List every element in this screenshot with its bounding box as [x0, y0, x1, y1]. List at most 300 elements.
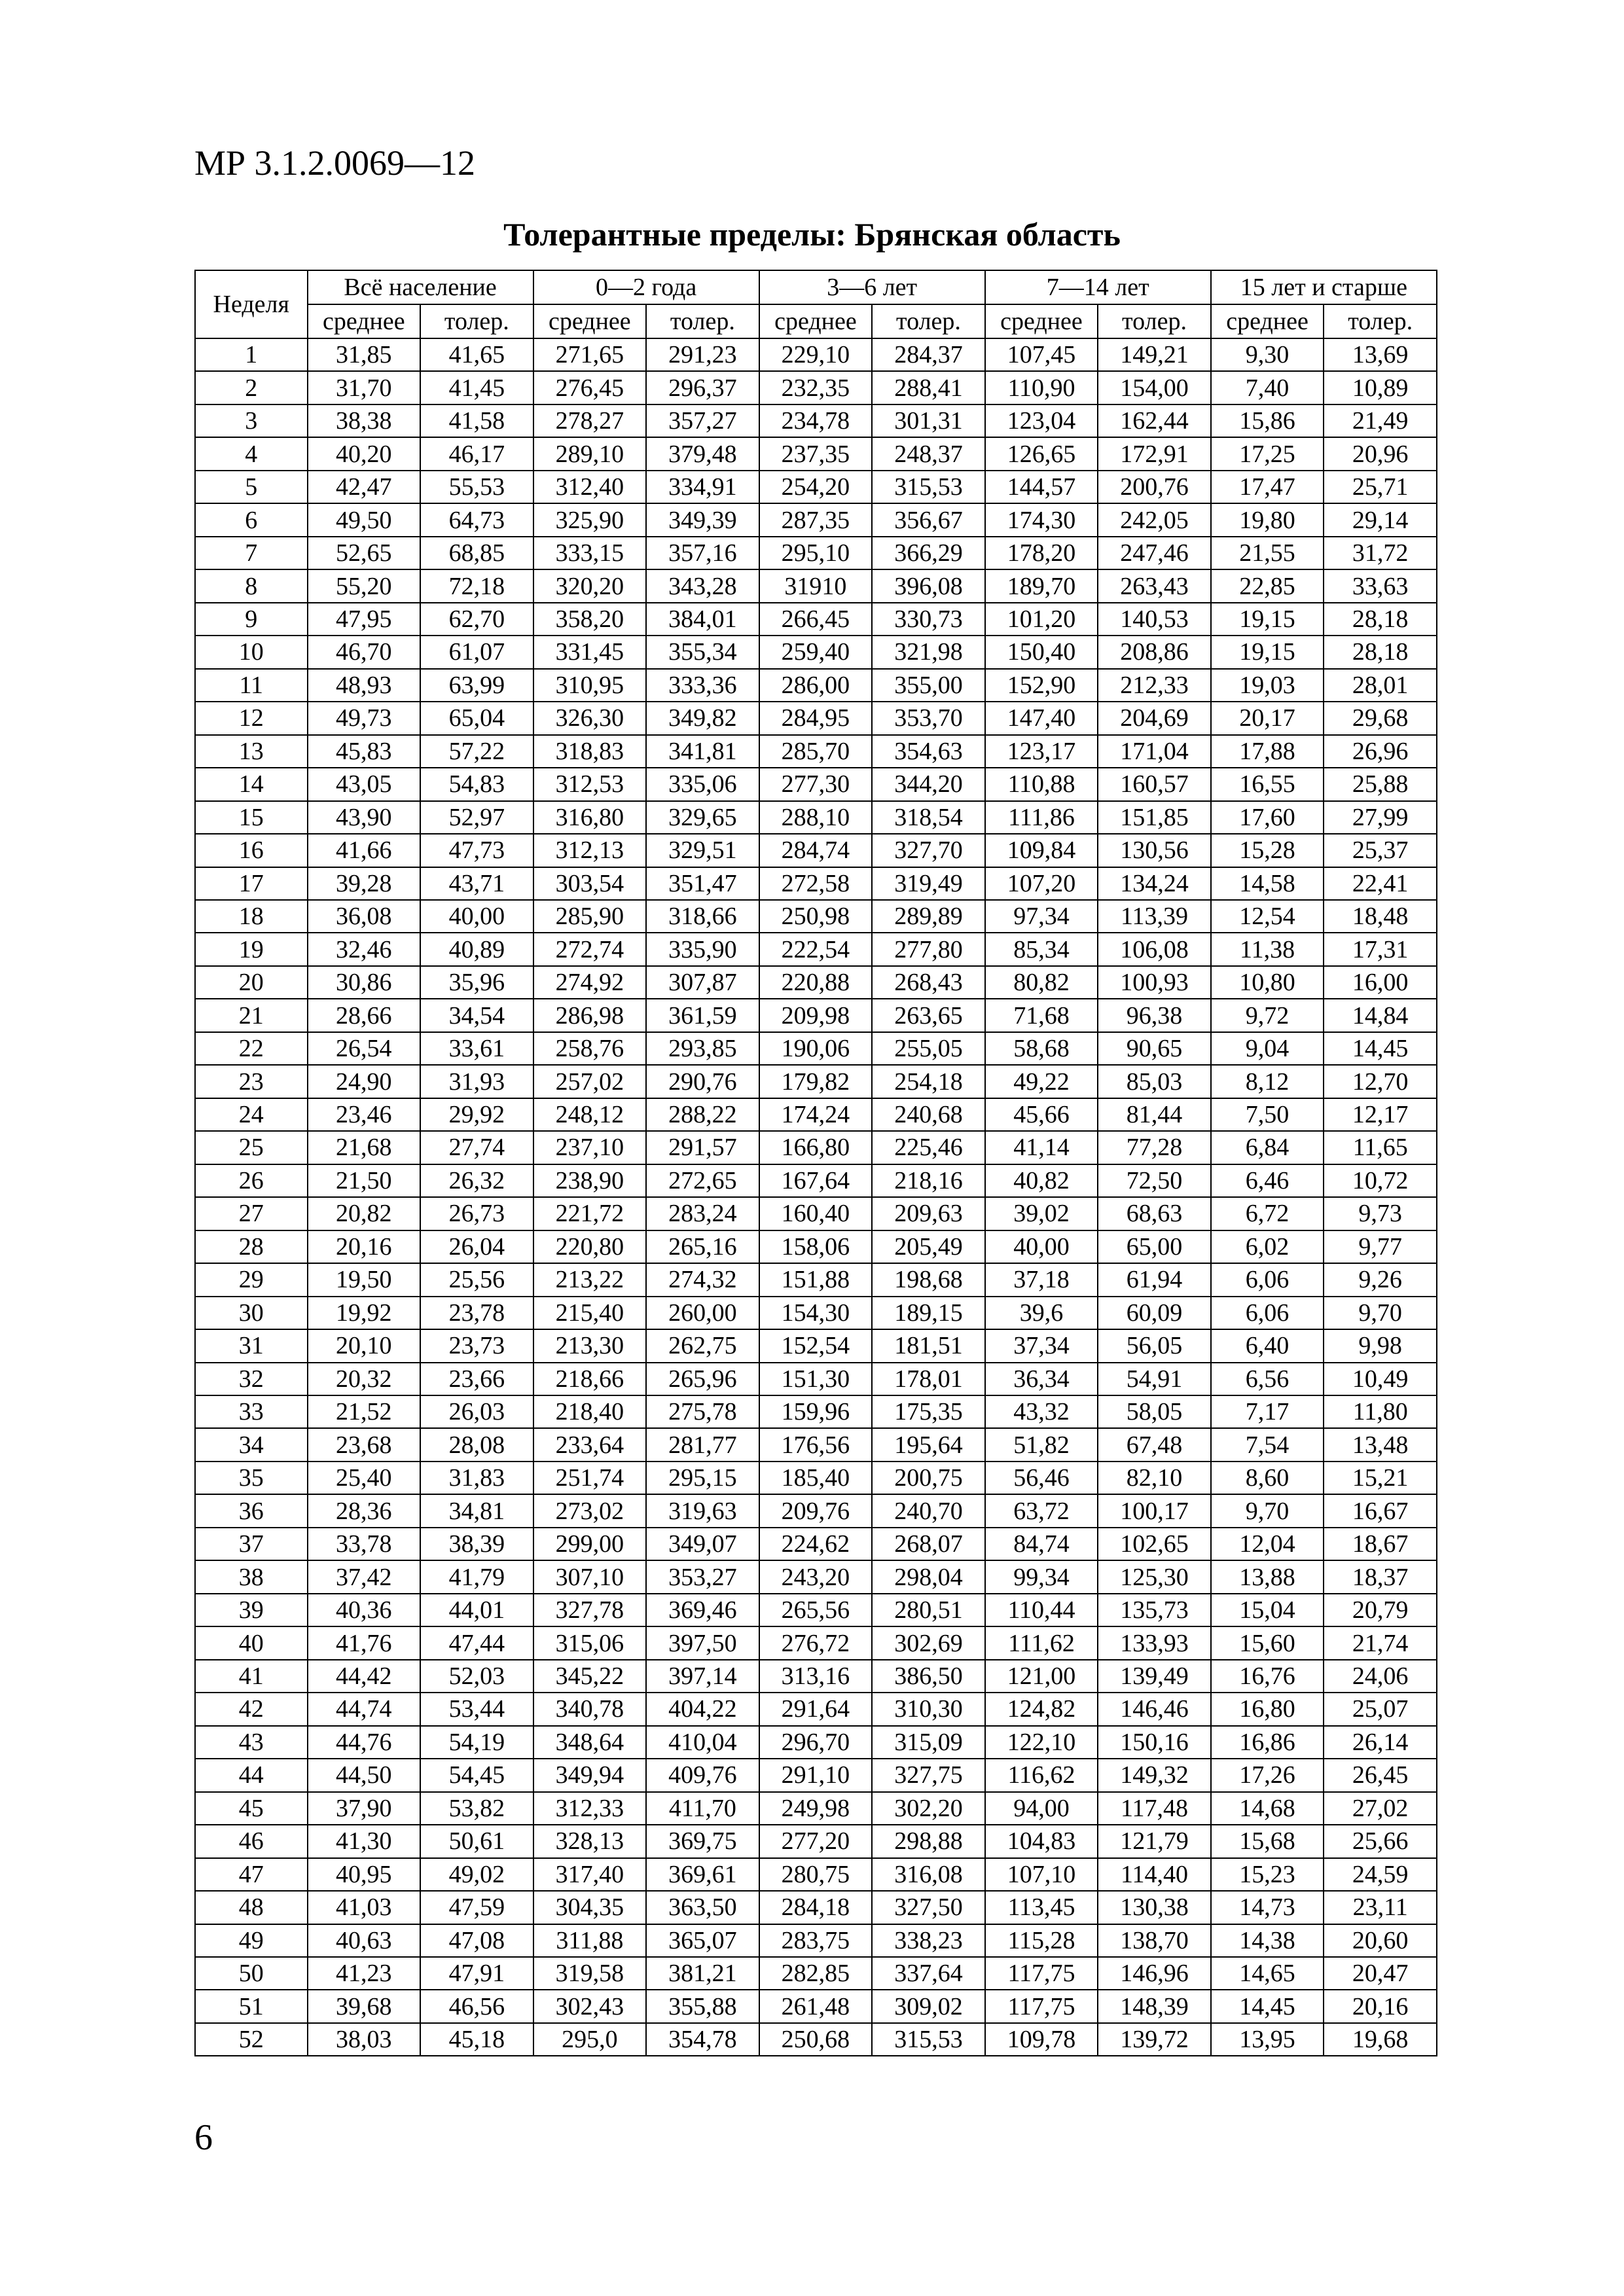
- tolerance-value-cell: 47,08: [420, 1924, 533, 1957]
- tolerance-value-cell: 47,59: [420, 1891, 533, 1924]
- tolerance-value-cell: 353,70: [872, 702, 985, 734]
- tolerance-value-cell: 327,75: [872, 1759, 985, 1791]
- mean-value-cell: 316,80: [533, 801, 647, 834]
- mean-value-cell: 312,33: [533, 1792, 647, 1825]
- tolerance-value-cell: 53,82: [420, 1792, 533, 1825]
- tolerance-value-cell: 135,73: [1098, 1594, 1211, 1626]
- group-header-age-0-2: 0—2 года: [533, 270, 759, 304]
- week-number-cell: 45: [195, 1792, 308, 1825]
- tolerance-value-cell: 218,16: [872, 1164, 985, 1197]
- week-number-cell: 10: [195, 636, 308, 668]
- tolerance-value-cell: 307,87: [646, 966, 759, 999]
- tolerance-value-cell: 31,93: [420, 1065, 533, 1098]
- tolerance-value-cell: 134,24: [1098, 867, 1211, 900]
- mean-value-cell: 39,6: [985, 1297, 1098, 1329]
- table-row: [195, 1594, 1437, 1626]
- tolerance-value-cell: 19,68: [1324, 2023, 1437, 2056]
- week-number-cell: 20: [195, 966, 308, 999]
- tolerance-value-cell: 151,85: [1098, 801, 1211, 834]
- week-number-cell: 30: [195, 1297, 308, 1329]
- mean-value-cell: 233,64: [533, 1428, 647, 1461]
- subheader-mean: среднее: [759, 304, 873, 338]
- tolerance-value-cell: 117,48: [1098, 1792, 1211, 1825]
- mean-value-cell: 40,00: [985, 1230, 1098, 1263]
- mean-value-cell: 24,90: [308, 1065, 421, 1098]
- mean-value-cell: 189,70: [985, 569, 1098, 602]
- subheader-tolerance: толер.: [1324, 304, 1437, 338]
- tolerance-value-cell: 316,08: [872, 1858, 985, 1891]
- tolerance-value-cell: 301,31: [872, 404, 985, 437]
- tolerance-value-cell: 379,48: [646, 437, 759, 470]
- mean-value-cell: 39,28: [308, 867, 421, 900]
- tolerance-value-cell: 172,91: [1098, 437, 1211, 470]
- mean-value-cell: 123,04: [985, 404, 1098, 437]
- mean-value-cell: 218,40: [533, 1395, 647, 1428]
- mean-value-cell: 124,82: [985, 1693, 1098, 1725]
- mean-value-cell: 16,76: [1211, 1660, 1324, 1693]
- mean-value-cell: 126,65: [985, 437, 1098, 470]
- tolerance-value-cell: 40,00: [420, 900, 533, 933]
- week-number-cell: 49: [195, 1924, 308, 1957]
- mean-value-cell: 6,84: [1211, 1131, 1324, 1164]
- mean-value-cell: 44,50: [308, 1759, 421, 1791]
- tolerance-value-cell: 263,43: [1098, 569, 1211, 602]
- table-row: [195, 503, 1437, 536]
- week-number-cell: 47: [195, 1858, 308, 1891]
- mean-value-cell: 274,92: [533, 966, 647, 999]
- mean-value-cell: 272,74: [533, 933, 647, 965]
- tolerance-value-cell: 283,24: [646, 1197, 759, 1230]
- mean-value-cell: 36,08: [308, 900, 421, 933]
- week-number-cell: 17: [195, 867, 308, 900]
- mean-value-cell: 151,30: [759, 1363, 873, 1395]
- tolerance-value-cell: 357,16: [646, 537, 759, 569]
- mean-value-cell: 259,40: [759, 636, 873, 668]
- table-row: [195, 801, 1437, 834]
- tolerance-value-cell: 11,80: [1324, 1395, 1437, 1428]
- tolerance-value-cell: 355,88: [646, 1990, 759, 2022]
- table-row: [195, 1858, 1437, 1891]
- mean-value-cell: 37,34: [985, 1329, 1098, 1362]
- tolerance-value-cell: 189,15: [872, 1297, 985, 1329]
- week-number-cell: 21: [195, 999, 308, 1031]
- table-row: [195, 1131, 1437, 1164]
- tolerance-value-cell: 25,88: [1324, 768, 1437, 800]
- mean-value-cell: 85,34: [985, 933, 1098, 965]
- week-column-header: Неделя: [195, 270, 308, 338]
- tolerance-value-cell: 12,17: [1324, 1098, 1437, 1131]
- tolerance-value-cell: 275,78: [646, 1395, 759, 1428]
- tolerance-value-cell: 154,00: [1098, 371, 1211, 404]
- mean-value-cell: 14,73: [1211, 1891, 1324, 1924]
- mean-value-cell: 190,06: [759, 1032, 873, 1065]
- mean-value-cell: 11,38: [1211, 933, 1324, 965]
- tolerance-value-cell: 298,04: [872, 1560, 985, 1593]
- tolerance-value-cell: 114,40: [1098, 1858, 1211, 1891]
- mean-value-cell: 38,38: [308, 404, 421, 437]
- mean-value-cell: 302,43: [533, 1990, 647, 2022]
- week-number-cell: 23: [195, 1065, 308, 1098]
- tolerance-value-cell: 334,91: [646, 471, 759, 503]
- mean-value-cell: 178,20: [985, 537, 1098, 569]
- mean-value-cell: 289,10: [533, 437, 647, 470]
- tolerance-value-cell: 369,61: [646, 1858, 759, 1891]
- week-number-cell: 33: [195, 1395, 308, 1428]
- mean-value-cell: 121,00: [985, 1660, 1098, 1693]
- mean-value-cell: 55,20: [308, 569, 421, 602]
- week-number-cell: 25: [195, 1131, 308, 1164]
- mean-value-cell: 41,30: [308, 1825, 421, 1857]
- tolerance-value-cell: 45,18: [420, 2023, 533, 2056]
- tolerance-value-cell: 268,43: [872, 966, 985, 999]
- mean-value-cell: 16,55: [1211, 768, 1324, 800]
- tolerance-value-cell: 344,20: [872, 768, 985, 800]
- tolerance-value-cell: 28,18: [1324, 636, 1437, 668]
- tolerance-value-cell: 315,09: [872, 1726, 985, 1759]
- mean-value-cell: 22,85: [1211, 569, 1324, 602]
- mean-value-cell: 12,54: [1211, 900, 1324, 933]
- mean-value-cell: 94,00: [985, 1792, 1098, 1825]
- mean-value-cell: 40,20: [308, 437, 421, 470]
- tolerance-value-cell: 10,49: [1324, 1363, 1437, 1395]
- mean-value-cell: 63,72: [985, 1494, 1098, 1527]
- mean-value-cell: 6,72: [1211, 1197, 1324, 1230]
- tolerance-value-cell: 64,73: [420, 503, 533, 536]
- mean-value-cell: 14,58: [1211, 867, 1324, 900]
- week-number-cell: 38: [195, 1560, 308, 1593]
- tolerance-value-cell: 139,72: [1098, 2023, 1211, 2056]
- table-row: [195, 834, 1437, 867]
- tolerance-value-cell: 262,75: [646, 1329, 759, 1362]
- tolerance-value-cell: 25,71: [1324, 471, 1437, 503]
- mean-value-cell: 113,45: [985, 1891, 1098, 1924]
- tolerance-value-cell: 33,61: [420, 1032, 533, 1065]
- mean-value-cell: 40,95: [308, 1858, 421, 1891]
- mean-value-cell: 41,14: [985, 1131, 1098, 1164]
- tolerance-value-cell: 293,85: [646, 1032, 759, 1065]
- mean-value-cell: 19,80: [1211, 503, 1324, 536]
- tolerance-value-cell: 349,07: [646, 1528, 759, 1560]
- mean-value-cell: 14,65: [1211, 1957, 1324, 1990]
- mean-value-cell: 209,98: [759, 999, 873, 1031]
- tolerance-value-cell: 34,81: [420, 1494, 533, 1527]
- table-row: [195, 1560, 1437, 1593]
- table-row: [195, 1197, 1437, 1230]
- mean-value-cell: 37,42: [308, 1560, 421, 1593]
- mean-value-cell: 49,50: [308, 503, 421, 536]
- mean-value-cell: 276,72: [759, 1626, 873, 1659]
- tolerance-value-cell: 181,51: [872, 1329, 985, 1362]
- table-row: [195, 1230, 1437, 1263]
- mean-value-cell: 248,12: [533, 1098, 647, 1131]
- tolerance-value-cell: 28,08: [420, 1428, 533, 1461]
- mean-value-cell: 7,40: [1211, 371, 1324, 404]
- tolerance-value-cell: 302,69: [872, 1626, 985, 1659]
- mean-value-cell: 313,16: [759, 1660, 873, 1693]
- tolerance-value-cell: 100,17: [1098, 1494, 1211, 1527]
- table-row: [195, 636, 1437, 668]
- tolerance-value-cell: 38,39: [420, 1528, 533, 1560]
- mean-value-cell: 21,55: [1211, 537, 1324, 569]
- week-number-cell: 8: [195, 569, 308, 602]
- table-row: [195, 2023, 1437, 2056]
- tolerance-value-cell: 29,92: [420, 1098, 533, 1131]
- tolerance-value-cell: 200,75: [872, 1462, 985, 1494]
- mean-value-cell: 15,86: [1211, 404, 1324, 437]
- table-row: [195, 437, 1437, 470]
- mean-value-cell: 326,30: [533, 702, 647, 734]
- document-code: МР 3.1.2.0069—12: [194, 143, 476, 183]
- tolerance-value-cell: 333,36: [646, 669, 759, 702]
- mean-value-cell: 40,82: [985, 1164, 1098, 1197]
- mean-value-cell: 26,54: [308, 1032, 421, 1065]
- table-body: [195, 338, 1437, 2056]
- week-number-cell: 24: [195, 1098, 308, 1131]
- week-number-cell: 39: [195, 1594, 308, 1626]
- tolerance-value-cell: 384,01: [646, 603, 759, 636]
- subheader-tolerance: толер.: [872, 304, 985, 338]
- tolerance-value-cell: 47,44: [420, 1626, 533, 1659]
- tolerance-value-cell: 125,30: [1098, 1560, 1211, 1593]
- tolerance-value-cell: 57,22: [420, 735, 533, 768]
- mean-value-cell: 176,56: [759, 1428, 873, 1461]
- week-number-cell: 19: [195, 933, 308, 965]
- mean-value-cell: 284,18: [759, 1891, 873, 1924]
- mean-value-cell: 20,32: [308, 1363, 421, 1395]
- tolerance-value-cell: 13,48: [1324, 1428, 1437, 1461]
- tolerance-value-cell: 11,65: [1324, 1131, 1437, 1164]
- tolerance-value-cell: 281,77: [646, 1428, 759, 1461]
- tolerance-value-cell: 369,46: [646, 1594, 759, 1626]
- mean-value-cell: 218,66: [533, 1363, 647, 1395]
- tolerance-value-cell: 26,14: [1324, 1726, 1437, 1759]
- mean-value-cell: 45,66: [985, 1098, 1098, 1131]
- mean-value-cell: 21,68: [308, 1131, 421, 1164]
- mean-value-cell: 283,75: [759, 1924, 873, 1957]
- tolerance-value-cell: 9,26: [1324, 1263, 1437, 1296]
- tolerance-value-cell: 52,03: [420, 1660, 533, 1693]
- mean-value-cell: 237,10: [533, 1131, 647, 1164]
- mean-value-cell: 14,68: [1211, 1792, 1324, 1825]
- table-row: [195, 1032, 1437, 1065]
- tolerance-value-cell: 21,74: [1324, 1626, 1437, 1659]
- tolerance-value-cell: 61,94: [1098, 1263, 1211, 1296]
- tolerance-value-cell: 47,73: [420, 834, 533, 867]
- mean-value-cell: 213,30: [533, 1329, 647, 1362]
- mean-value-cell: 84,74: [985, 1528, 1098, 1560]
- table-row: [195, 1164, 1437, 1197]
- subheader-tolerance: толер.: [420, 304, 533, 338]
- mean-value-cell: 158,06: [759, 1230, 873, 1263]
- table-row: [195, 1957, 1437, 1990]
- mean-value-cell: 251,74: [533, 1462, 647, 1494]
- mean-value-cell: 17,88: [1211, 735, 1324, 768]
- tolerance-value-cell: 29,14: [1324, 503, 1437, 536]
- tolerance-value-cell: 106,08: [1098, 933, 1211, 965]
- tolerance-value-cell: 397,14: [646, 1660, 759, 1693]
- tolerance-value-cell: 284,37: [872, 338, 985, 371]
- table-row: [195, 1891, 1437, 1924]
- mean-value-cell: 44,76: [308, 1726, 421, 1759]
- mean-value-cell: 295,0: [533, 2023, 647, 2056]
- tolerance-value-cell: 13,69: [1324, 338, 1437, 371]
- subheader-mean: среднее: [308, 304, 421, 338]
- mean-value-cell: 288,10: [759, 801, 873, 834]
- tolerance-value-cell: 248,37: [872, 437, 985, 470]
- mean-value-cell: 273,02: [533, 1494, 647, 1527]
- mean-value-cell: 310,95: [533, 669, 647, 702]
- tolerance-value-cell: 138,70: [1098, 1924, 1211, 1957]
- tolerance-value-cell: 321,98: [872, 636, 985, 668]
- tolerance-value-cell: 18,37: [1324, 1560, 1437, 1593]
- mean-value-cell: 7,50: [1211, 1098, 1324, 1131]
- mean-value-cell: 104,83: [985, 1825, 1098, 1857]
- tolerance-value-cell: 225,46: [872, 1131, 985, 1164]
- tolerance-value-cell: 318,54: [872, 801, 985, 834]
- week-number-cell: 41: [195, 1660, 308, 1693]
- week-number-cell: 50: [195, 1957, 308, 1990]
- mean-value-cell: 312,53: [533, 768, 647, 800]
- tolerance-value-cell: 150,16: [1098, 1726, 1211, 1759]
- week-number-cell: 26: [195, 1164, 308, 1197]
- tolerance-value-cell: 291,57: [646, 1131, 759, 1164]
- tolerance-value-cell: 34,54: [420, 999, 533, 1031]
- tolerance-value-cell: 309,02: [872, 1990, 985, 2022]
- mean-value-cell: 110,90: [985, 371, 1098, 404]
- tolerance-value-cell: 10,89: [1324, 371, 1437, 404]
- mean-value-cell: 109,78: [985, 2023, 1098, 2056]
- mean-value-cell: 349,94: [533, 1759, 647, 1791]
- table-row: [195, 933, 1437, 965]
- mean-value-cell: 15,28: [1211, 834, 1324, 867]
- tolerance-value-cell: 25,07: [1324, 1693, 1437, 1725]
- tolerance-value-cell: 327,50: [872, 1891, 985, 1924]
- mean-value-cell: 20,17: [1211, 702, 1324, 734]
- mean-value-cell: 14,45: [1211, 1990, 1324, 2022]
- subheader-tolerance: толер.: [1098, 304, 1211, 338]
- tolerance-value-cell: 68,85: [420, 537, 533, 569]
- tolerance-value-cell: 46,17: [420, 437, 533, 470]
- tolerance-value-cell: 90,65: [1098, 1032, 1211, 1065]
- mean-value-cell: 317,40: [533, 1858, 647, 1891]
- tolerance-value-cell: 318,66: [646, 900, 759, 933]
- tolerance-value-cell: 113,39: [1098, 900, 1211, 933]
- tolerance-value-cell: 68,63: [1098, 1197, 1211, 1230]
- mean-value-cell: 41,66: [308, 834, 421, 867]
- mean-value-cell: 238,90: [533, 1164, 647, 1197]
- tolerance-value-cell: 265,96: [646, 1363, 759, 1395]
- tolerance-value-cell: 260,00: [646, 1297, 759, 1329]
- tolerance-value-cell: 24,06: [1324, 1660, 1437, 1693]
- mean-value-cell: 52,65: [308, 537, 421, 569]
- week-number-cell: 14: [195, 768, 308, 800]
- tolerance-value-cell: 302,20: [872, 1792, 985, 1825]
- table-row: [195, 569, 1437, 602]
- tolerance-value-cell: 53,44: [420, 1693, 533, 1725]
- mean-value-cell: 20,82: [308, 1197, 421, 1230]
- table-row: [195, 1759, 1437, 1791]
- tolerance-value-cell: 26,03: [420, 1395, 533, 1428]
- tolerance-value-cell: 274,32: [646, 1263, 759, 1296]
- week-number-cell: 2: [195, 371, 308, 404]
- tolerance-value-cell: 22,41: [1324, 867, 1437, 900]
- tolerance-value-cell: 26,04: [420, 1230, 533, 1263]
- week-number-cell: 42: [195, 1693, 308, 1725]
- tolerance-value-cell: 288,41: [872, 371, 985, 404]
- week-number-cell: 5: [195, 471, 308, 503]
- mean-value-cell: 340,78: [533, 1693, 647, 1725]
- tolerance-value-cell: 27,99: [1324, 801, 1437, 834]
- tolerance-value-cell: 205,49: [872, 1230, 985, 1263]
- tolerance-value-cell: 26,45: [1324, 1759, 1437, 1791]
- tolerance-value-cell: 139,49: [1098, 1660, 1211, 1693]
- tolerance-value-cell: 327,70: [872, 834, 985, 867]
- mean-value-cell: 250,98: [759, 900, 873, 933]
- tolerance-value-cell: 291,23: [646, 338, 759, 371]
- mean-value-cell: 23,46: [308, 1098, 421, 1131]
- mean-value-cell: 37,18: [985, 1263, 1098, 1296]
- week-number-cell: 7: [195, 537, 308, 569]
- mean-value-cell: 348,64: [533, 1726, 647, 1759]
- mean-value-cell: 280,75: [759, 1858, 873, 1891]
- mean-value-cell: 209,76: [759, 1494, 873, 1527]
- mean-value-cell: 109,84: [985, 834, 1098, 867]
- week-number-cell: 29: [195, 1263, 308, 1296]
- week-number-cell: 31: [195, 1329, 308, 1362]
- mean-value-cell: 284,95: [759, 702, 873, 734]
- tolerance-value-cell: 265,16: [646, 1230, 759, 1263]
- tolerance-value-cell: 20,60: [1324, 1924, 1437, 1957]
- group-header-age-7-14: 7—14 лет: [985, 270, 1211, 304]
- tolerance-value-cell: 277,80: [872, 933, 985, 965]
- tolerance-limits-table: [194, 270, 1437, 2056]
- mean-value-cell: 41,76: [308, 1626, 421, 1659]
- week-number-cell: 48: [195, 1891, 308, 1924]
- mean-value-cell: 14,38: [1211, 1924, 1324, 1957]
- mean-value-cell: 266,45: [759, 603, 873, 636]
- subheader-mean: среднее: [1211, 304, 1324, 338]
- tolerance-value-cell: 121,79: [1098, 1825, 1211, 1857]
- table-row: [195, 1363, 1437, 1395]
- tolerance-value-cell: 149,32: [1098, 1759, 1211, 1791]
- mean-value-cell: 117,75: [985, 1990, 1098, 2022]
- mean-value-cell: 110,88: [985, 768, 1098, 800]
- mean-value-cell: 222,54: [759, 933, 873, 965]
- mean-value-cell: 80,82: [985, 966, 1098, 999]
- mean-value-cell: 278,27: [533, 404, 647, 437]
- tolerance-value-cell: 23,73: [420, 1329, 533, 1362]
- tolerance-value-cell: 9,77: [1324, 1230, 1437, 1263]
- tolerance-value-cell: 41,45: [420, 371, 533, 404]
- mean-value-cell: 291,64: [759, 1693, 873, 1725]
- table-row: [195, 1098, 1437, 1131]
- tolerance-value-cell: 9,73: [1324, 1197, 1437, 1230]
- tolerance-value-cell: 335,06: [646, 768, 759, 800]
- mean-value-cell: 220,80: [533, 1230, 647, 1263]
- tolerance-value-cell: 47,91: [420, 1957, 533, 1990]
- table-row: [195, 1792, 1437, 1825]
- table-row: [195, 999, 1437, 1031]
- tolerance-value-cell: 365,07: [646, 1924, 759, 1957]
- tolerance-value-cell: 212,33: [1098, 669, 1211, 702]
- mean-value-cell: 40,63: [308, 1924, 421, 1957]
- mean-value-cell: 286,98: [533, 999, 647, 1031]
- tolerance-value-cell: 319,49: [872, 867, 985, 900]
- mean-value-cell: 331,45: [533, 636, 647, 668]
- tolerance-value-cell: 171,04: [1098, 735, 1211, 768]
- table-row: [195, 537, 1437, 569]
- mean-value-cell: 174,24: [759, 1098, 873, 1131]
